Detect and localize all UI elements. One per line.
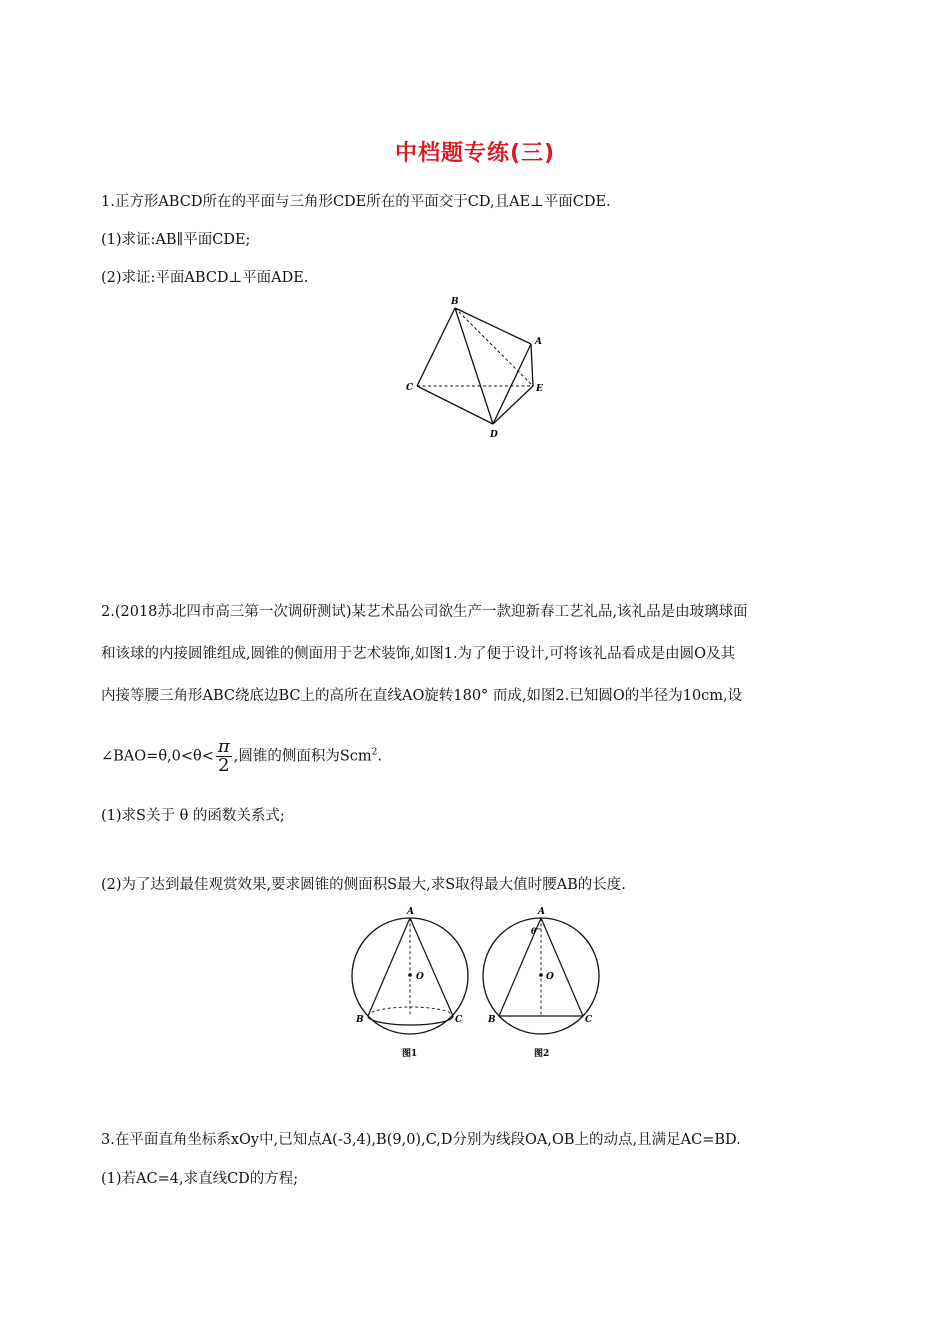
edge-be-hidden [455,308,533,386]
q2-part2: (2)为了达到最佳观赏效果,要求圆锥的侧面积S最大,求S取得最大值时腰AB的长度. [101,877,626,893]
edge-cd [417,386,493,424]
edge-bc [417,308,455,386]
q2-part1: (1)求S关于 θ 的函数关系式; [101,808,285,824]
page-title: 中档题专练(三) [394,141,556,166]
edge-bd [455,308,493,424]
q2-line4: ∠BAO=θ,0<θ< $\frac{\pi}{2}$ ,圆锥的侧面积为Scm$^2$. [101,736,383,776]
q1-part2: (2)求证:平面ABCD⊥平面ADE. [101,270,309,286]
fig2-caption: 图2 [534,1049,550,1059]
q2-line1: 2.(2018苏北四市高三第一次调研测试)某艺术品公司欲生产一款迎新春工艺礼品,该礼品是由玻璃球面 [101,604,748,620]
fig1-label-b: B [356,1015,364,1025]
fig2-label-o: O [546,972,554,982]
fig1-label-c: C [455,1015,463,1025]
fig1-label-o: O [416,972,424,982]
q2-line3: 内接等腰三角形ABC绕底边BC上的高所在直线AO旋转180° 而成,如图2.已知圆O的半径为10cm,设 [101,688,743,704]
edge-ba [455,308,531,344]
q3-stem: 3.在平面直角坐标系xOy中,已知点A(-3,4),B(9,0),C,D分别为线段OA,OB上的动点,且满足AC=BD. [101,1132,741,1148]
q1-part1: (1)求证:AB∥平面CDE; [101,232,251,248]
q1-stem: 1.正方形ABCD所在的平面与三角形CDE所在的平面交于CD,且AE⊥平面CDE. [101,194,611,210]
superscript-2: 2 [371,747,378,758]
label-b: B [451,297,459,307]
edge-de [493,386,533,424]
label-a: A [535,337,542,347]
edge-ad [493,344,531,424]
fig1-label-a: A [407,907,414,917]
edge-ae [531,344,533,386]
fig2-label-b: B [488,1015,496,1025]
label-c: C [406,383,414,393]
label-e: E [536,384,543,394]
label-d: D [490,430,498,440]
q2-area-text: ,圆锥的侧面积为Scm [233,748,372,765]
q1-figure [395,292,555,442]
fig2-label-c: C [585,1015,593,1025]
fig1-caption: 图1 [402,1049,418,1059]
q3-part1: (1)若AC=4,求直线CD的方程; [101,1171,299,1187]
fig2-label-a: A [538,907,545,917]
q2-angle-text: ∠BAO=θ,0<θ< [101,748,214,765]
fraction-pi-over-2: $\frac{\pi}{2}$ [217,736,230,776]
q2-figures [345,900,605,1070]
q2-line2: 和该球的内接圆锥组成,圆锥的侧面用于艺术装饰,如图1.为了便于设计,可将该礼品看成是由圆O及其 [101,646,736,662]
fig2-label-theta: θ [531,926,537,936]
